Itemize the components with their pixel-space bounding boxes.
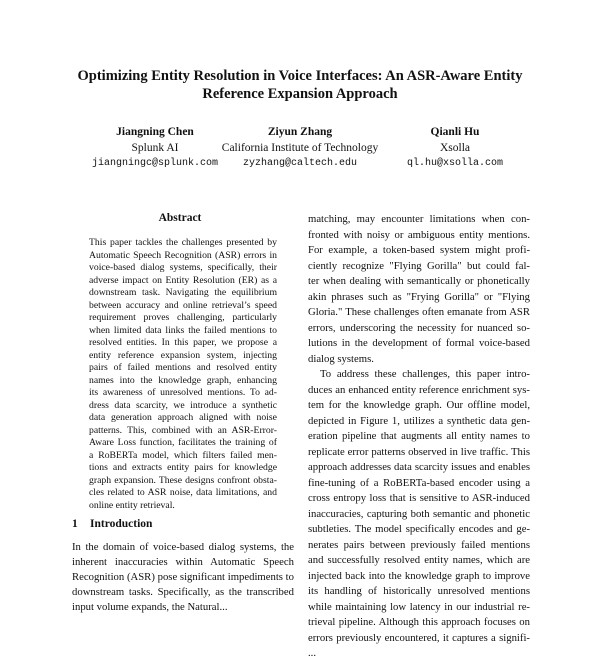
text-line: cross entropy loss that is sensitive to ASR-induced <box>308 492 530 504</box>
text-line: This paper tackles the challenges presented by <box>89 237 277 248</box>
text-line: matching, may encounter limitations when con- <box>308 213 530 225</box>
text-line: a RoBERTa model, which filters failed men- <box>89 449 277 461</box>
text-line: Automatic Speech Recognition (ASR) errors in <box>89 249 277 261</box>
text-line: replicate error patterns observed in live traffic. This <box>308 445 530 458</box>
text-line: subtleties. The model specifically encodes and ge- <box>308 523 530 535</box>
text-line: inaccuracies, capturing both semantic and phonetic <box>308 507 530 520</box>
text-line: ciently recognize "Flying Gorilla" but could fal- <box>308 259 530 272</box>
text-line: akin phrases such as "Frying Gorilla" or "Flying <box>308 290 530 303</box>
text-line: downstream task. Navigating the equilibrium <box>89 287 277 298</box>
author-affiliation: Splunk AI <box>131 142 179 154</box>
text-line: pairs of failed mentions and resolved entity <box>89 362 277 373</box>
text-line: cles related to ASR noise, data limitations, and <box>89 487 277 498</box>
text-line: eration pipeline that augments all entity names to <box>308 430 530 442</box>
introduction-body <box>72 540 294 615</box>
text-line: injected back into the knowledge graph to improve <box>308 569 530 582</box>
text-line: data generation approach aligned with noise <box>89 412 277 423</box>
section-heading <box>72 518 152 530</box>
abstract-body <box>89 237 277 512</box>
text-line: its awareness of unresolved mentions. To ad- <box>89 387 277 398</box>
text-line: depicted in Figure 1, utilizes a synthetic data gen- <box>308 414 530 427</box>
author-name: Jiangning Chen <box>116 126 194 138</box>
text-line: Gloria." These challenges often emanate from ASR <box>308 306 530 318</box>
text-line: For example, a token-based system might profi- <box>308 244 530 256</box>
author-block <box>380 124 530 172</box>
text-line: its handling of historically unresolved mentions <box>308 585 530 597</box>
author-affiliation: California Institute of Technology <box>221 142 379 154</box>
title-line: Reference Expansion Approach <box>202 86 398 102</box>
author-email: ql.hu@xsolla.com <box>406 158 503 169</box>
text-line: downstream tasks. Specifically, as the transcribed <box>72 586 294 598</box>
text-line: names into the knowledge graph, enhancing <box>89 374 277 386</box>
right-column-body <box>308 212 530 662</box>
text-line: In the domain of voice-based dialog systems, the <box>72 541 294 553</box>
text-line: while maintaining low latency in our industrial re- <box>308 600 530 613</box>
title-line: Optimizing Entity Resolution in Voice Interfaces: An ASR-Aware Entity <box>77 68 523 84</box>
text-line: input volume expands, the Natural... <box>72 601 228 613</box>
author-email: zyzhang@caltech.edu <box>242 158 358 169</box>
text-line: errors previously encountered, it captures a signifi- <box>308 631 530 644</box>
text-line: and successfully resolved entity names, which are <box>308 554 530 566</box>
text-line: tem for the knowledge graph. Our offline model, <box>308 399 530 411</box>
text-line: approach addresses data scarcity issues and enables <box>308 461 530 473</box>
text-line: fine-tuning of a RoBERTa-based encoder using a <box>308 476 530 489</box>
author-email: jiangningc@splunk.com <box>91 158 219 169</box>
text-line: voice-based dialog systems, specifically, their <box>89 262 277 273</box>
text-line: ter when dealing with semantically or phonetically <box>308 275 530 287</box>
text-line: dress data scarcity, we introduce a synthetic <box>89 399 277 411</box>
text-line: duces an enhanced entity reference enrichment sys- <box>308 383 530 396</box>
text-line: tions and extracts entity pairs for knowledge <box>89 462 277 473</box>
text-line: when limited data links the failed mentions to <box>89 324 277 336</box>
author-block <box>200 124 400 172</box>
text-line: fronted with noisy or ambiguous entity mentions. <box>308 228 530 241</box>
section-number: 1 <box>72 518 78 530</box>
abstract-heading: Abstract <box>158 212 202 224</box>
text-line: adverse impact on Entity Resolution (ER) as a <box>89 274 277 286</box>
paper-title <box>40 67 560 103</box>
text-line: lutions in the development of formal voice-based <box>308 337 530 349</box>
text-line: To address these challenges, this paper intro- <box>320 368 530 380</box>
author-affiliation: Xsolla <box>439 142 471 154</box>
text-line: dialog systems. <box>308 352 374 365</box>
paragraph <box>308 212 530 367</box>
text-line: ... <box>308 647 317 659</box>
text-line: online entity retrieval. <box>89 499 175 511</box>
section-title: Introduction <box>90 518 153 530</box>
author-name: Qianli Hu <box>430 126 480 138</box>
text-line: Recognition (ASR) pose significant impediments to <box>72 571 294 583</box>
text-line: entity reference expansion system, injecting <box>89 349 277 361</box>
text-line: errors, underscoring the necessity for nuanced so- <box>308 321 530 334</box>
text-line: inherent inaccuracies within Automatic Speech <box>72 556 294 568</box>
text-line: nerates pairs between previously failed mentions <box>308 538 530 551</box>
author-name: Ziyun Zhang <box>267 126 333 138</box>
text-line: graph expansion. These designs confront obsta- <box>89 474 277 486</box>
text-line: Aware Loss function, facilitates the training of <box>89 437 277 448</box>
text-line: trieval pipeline. Although this approach focuses on <box>308 616 530 628</box>
text-line: resolved entities. In this paper, we propose a <box>89 337 277 348</box>
text-line: between accuracy and online retrieval’s speed <box>89 299 277 311</box>
text-line: patterns. This, combined with an ASR-Error- <box>89 424 277 436</box>
paragraph <box>308 367 530 662</box>
text-line: requirement proves challenging, particularly <box>89 312 277 323</box>
